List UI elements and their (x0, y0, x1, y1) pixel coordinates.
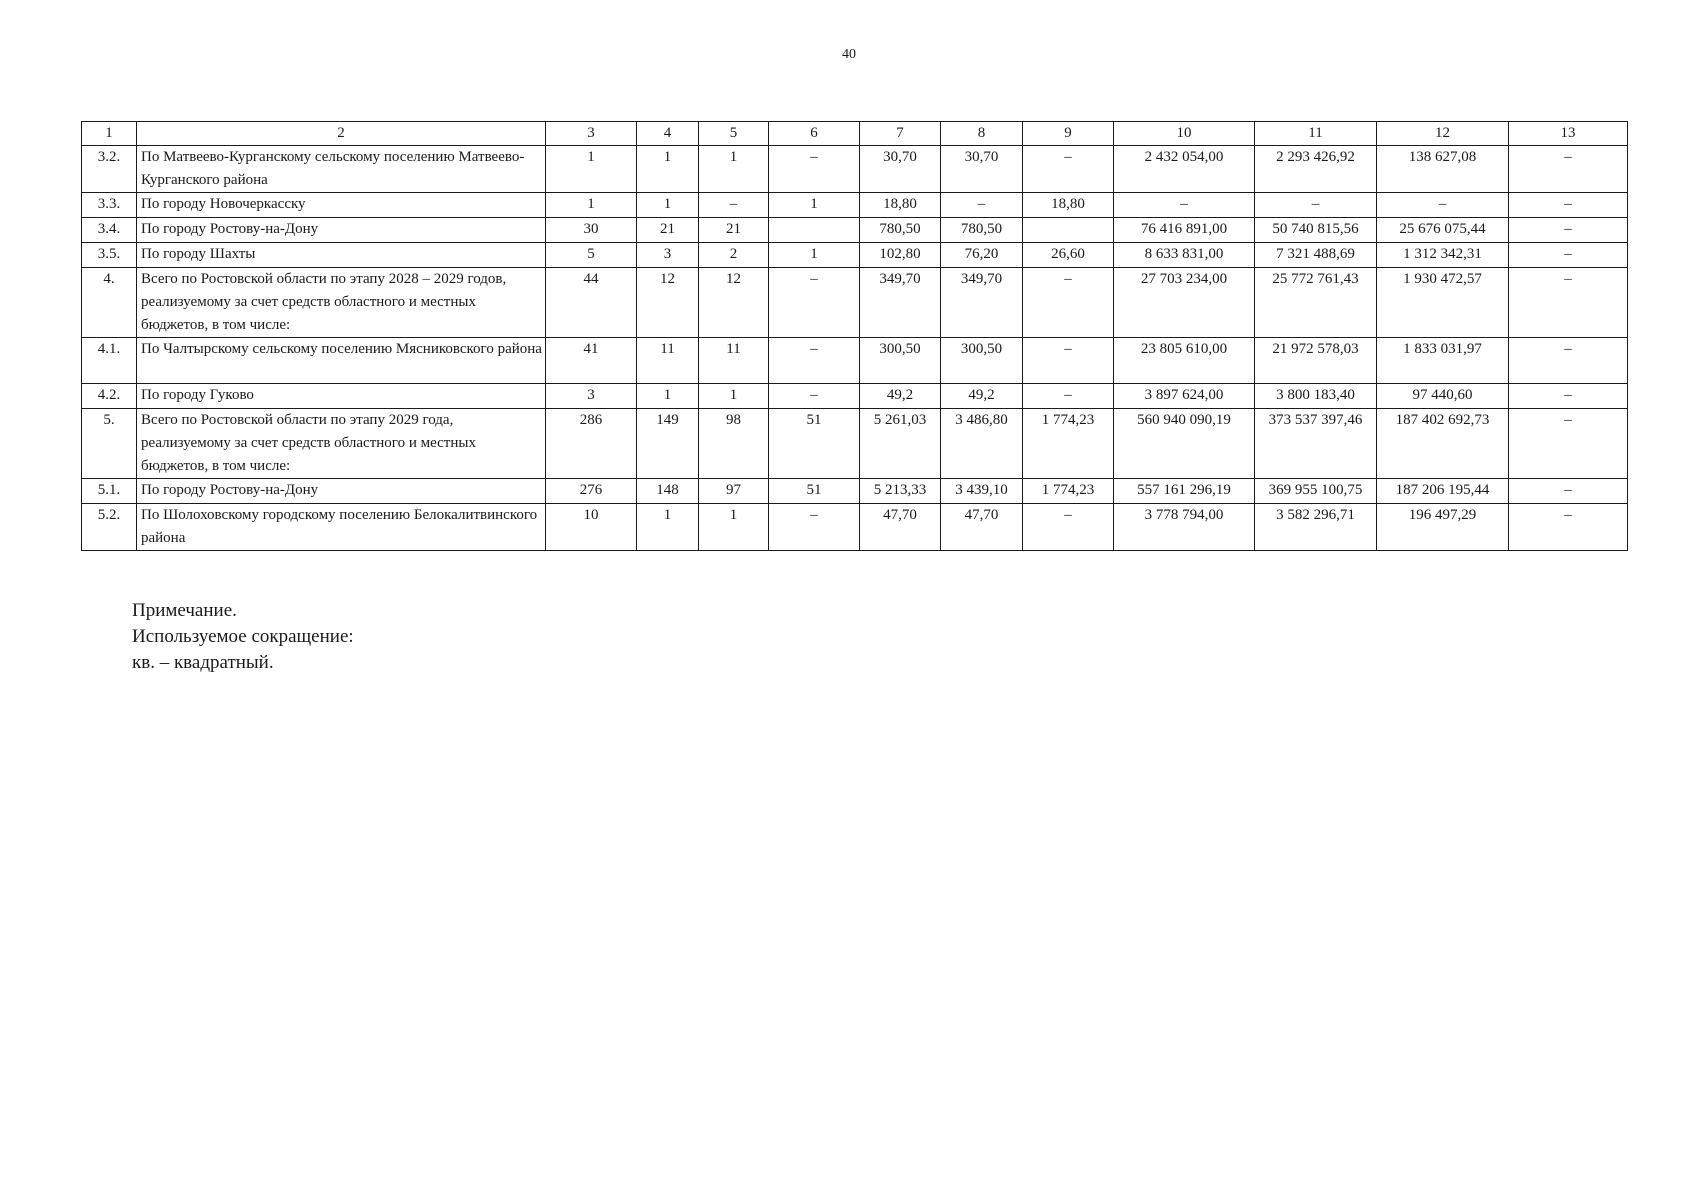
value-cell: 3 778 794,00 (1114, 504, 1255, 551)
value-cell: 1 (637, 146, 699, 193)
row-number-cell: 4.2. (82, 384, 137, 409)
row-name-cell: По городу Шахты (137, 243, 546, 268)
row-name-cell: По Матвеево-Курганскому сельскому поселению Матвеево-Курганского района (137, 146, 546, 193)
value-cell: – (769, 268, 860, 338)
value-cell: 1 (546, 146, 637, 193)
value-cell: 369 955 100,75 (1255, 479, 1377, 504)
header-cell: 3 (546, 122, 637, 146)
value-cell: 3 582 296,71 (1255, 504, 1377, 551)
note-line-definition: кв. – квадратный. (132, 652, 274, 673)
note-line-abbreviation: Используемое сокращение: (132, 626, 354, 647)
value-cell: – (769, 146, 860, 193)
value-cell: 97 (699, 479, 769, 504)
value-cell: 557 161 296,19 (1114, 479, 1255, 504)
value-cell: 21 972 578,03 (1255, 338, 1377, 384)
value-cell: – (1114, 193, 1255, 218)
value-cell: – (699, 193, 769, 218)
value-cell: 187 402 692,73 (1377, 409, 1509, 479)
value-cell: 2 432 054,00 (1114, 146, 1255, 193)
value-cell: 11 (637, 338, 699, 384)
value-cell: 1 774,23 (1023, 409, 1114, 479)
value-cell: 1 (546, 193, 637, 218)
value-cell: – (1509, 243, 1628, 268)
value-cell: 1 774,23 (1023, 479, 1114, 504)
header-cell: 5 (699, 122, 769, 146)
value-cell: 12 (699, 268, 769, 338)
row-name-cell: По Шолоховскому городскому поселению Белокалитвинского района (137, 504, 546, 551)
header-cell: 9 (1023, 122, 1114, 146)
value-cell: 349,70 (941, 268, 1023, 338)
row-number-cell: 3.5. (82, 243, 137, 268)
value-cell: – (1509, 504, 1628, 551)
value-cell: – (1023, 384, 1114, 409)
row-name-cell: По городу Ростову-на-Дону (137, 218, 546, 243)
table-row (82, 146, 1628, 193)
row-name-cell: По городу Ростову-на-Дону (137, 479, 546, 504)
value-cell: 18,80 (1023, 193, 1114, 218)
value-cell: 1 312 342,31 (1377, 243, 1509, 268)
header-cell: 6 (769, 122, 860, 146)
value-cell: 5 (546, 243, 637, 268)
value-cell: 44 (546, 268, 637, 338)
row-name-cell: По городу Гуково (137, 384, 546, 409)
value-cell: 50 740 815,56 (1255, 218, 1377, 243)
header-cell: 1 (82, 122, 137, 146)
value-cell: 97 440,60 (1377, 384, 1509, 409)
value-cell: 196 497,29 (1377, 504, 1509, 551)
row-number-cell: 5. (82, 409, 137, 479)
value-cell: 138 627,08 (1377, 146, 1509, 193)
value-cell (1023, 218, 1114, 243)
value-cell: 10 (546, 504, 637, 551)
value-cell: 2 293 426,92 (1255, 146, 1377, 193)
value-cell: – (769, 504, 860, 551)
value-cell: 1 930 472,57 (1377, 268, 1509, 338)
value-cell: 7 321 488,69 (1255, 243, 1377, 268)
value-cell: 76,20 (941, 243, 1023, 268)
value-cell: 1 (699, 504, 769, 551)
value-cell: 21 (637, 218, 699, 243)
value-cell: – (1509, 338, 1628, 384)
table-body (82, 122, 1628, 551)
value-cell: 3 486,80 (941, 409, 1023, 479)
value-cell: 1 833 031,97 (1377, 338, 1509, 384)
value-cell: 27 703 234,00 (1114, 268, 1255, 338)
table-row (82, 384, 1628, 409)
value-cell: – (1509, 268, 1628, 338)
value-cell: – (1509, 218, 1628, 243)
value-cell: – (1509, 384, 1628, 409)
value-cell: – (1509, 193, 1628, 218)
value-cell: 47,70 (941, 504, 1023, 551)
value-cell: 5 261,03 (860, 409, 941, 479)
header-cell: 11 (1255, 122, 1377, 146)
row-number-cell: 4.1. (82, 338, 137, 384)
value-cell: 148 (637, 479, 699, 504)
value-cell: 373 537 397,46 (1255, 409, 1377, 479)
table-row (82, 218, 1628, 243)
value-cell: 3 (637, 243, 699, 268)
value-cell: 1 (699, 146, 769, 193)
value-cell: – (1255, 193, 1377, 218)
value-cell: 2 (699, 243, 769, 268)
value-cell: – (1509, 479, 1628, 504)
table-row (82, 338, 1628, 384)
value-cell: 560 940 090,19 (1114, 409, 1255, 479)
value-cell: 276 (546, 479, 637, 504)
value-cell: 23 805 610,00 (1114, 338, 1255, 384)
value-cell: 11 (699, 338, 769, 384)
header-cell: 4 (637, 122, 699, 146)
value-cell: 12 (637, 268, 699, 338)
value-cell: 25 676 075,44 (1377, 218, 1509, 243)
row-number-cell: 5.2. (82, 504, 137, 551)
value-cell: 3 (546, 384, 637, 409)
value-cell: 1 (637, 504, 699, 551)
value-cell: 1 (699, 384, 769, 409)
value-cell: 30 (546, 218, 637, 243)
header-cell: 13 (1509, 122, 1628, 146)
data-table (81, 121, 1628, 551)
value-cell: – (1023, 338, 1114, 384)
value-cell: 51 (769, 409, 860, 479)
value-cell: 5 213,33 (860, 479, 941, 504)
value-cell: 780,50 (860, 218, 941, 243)
value-cell: – (1509, 409, 1628, 479)
value-cell: 187 206 195,44 (1377, 479, 1509, 504)
table-row (82, 504, 1628, 551)
row-name-cell: Всего по Ростовской области по этапу 2029 года, реализуемому за счет средств областного и местных бюджетов, в том числе: (137, 409, 546, 479)
value-cell: 349,70 (860, 268, 941, 338)
note-title: Примечание. (132, 600, 237, 621)
value-cell: 300,50 (941, 338, 1023, 384)
header-cell: 7 (860, 122, 941, 146)
header-cell: 2 (137, 122, 546, 146)
value-cell: 51 (769, 479, 860, 504)
value-cell: 18,80 (860, 193, 941, 218)
value-cell: – (1023, 268, 1114, 338)
row-number-cell: 4. (82, 268, 137, 338)
value-cell: 26,60 (1023, 243, 1114, 268)
value-cell: 102,80 (860, 243, 941, 268)
value-cell: 47,70 (860, 504, 941, 551)
value-cell: 49,2 (941, 384, 1023, 409)
table-row (82, 268, 1628, 338)
table-row (82, 479, 1628, 504)
value-cell: – (941, 193, 1023, 218)
value-cell: 300,50 (860, 338, 941, 384)
value-cell: 149 (637, 409, 699, 479)
value-cell: 8 633 831,00 (1114, 243, 1255, 268)
value-cell: – (1509, 146, 1628, 193)
value-cell: 1 (637, 384, 699, 409)
row-name-cell: Всего по Ростовской области по этапу 2028 – 2029 годов, реализуемому за счет средств областного и местных бюджетов, в том числе: (137, 268, 546, 338)
value-cell: – (1377, 193, 1509, 218)
value-cell: – (1023, 504, 1114, 551)
value-cell: 3 439,10 (941, 479, 1023, 504)
value-cell: 21 (699, 218, 769, 243)
value-cell: 1 (769, 243, 860, 268)
value-cell: 3 800 183,40 (1255, 384, 1377, 409)
row-number-cell: 5.1. (82, 479, 137, 504)
row-number-cell: 3.3. (82, 193, 137, 218)
value-cell (769, 218, 860, 243)
note-block (132, 598, 354, 676)
value-cell: 30,70 (860, 146, 941, 193)
value-cell: 76 416 891,00 (1114, 218, 1255, 243)
table-row (82, 409, 1628, 479)
value-cell: 286 (546, 409, 637, 479)
row-name-cell: По Чалтырскому сельскому поселению Мясниковского района (137, 338, 546, 384)
header-cell: 10 (1114, 122, 1255, 146)
value-cell: 3 897 624,00 (1114, 384, 1255, 409)
value-cell: 98 (699, 409, 769, 479)
value-cell: – (769, 338, 860, 384)
header-cell: 12 (1377, 122, 1509, 146)
table-row (82, 243, 1628, 268)
value-cell: 30,70 (941, 146, 1023, 193)
table-header-row (82, 122, 1628, 146)
page-number: 40 (842, 47, 856, 62)
value-cell: 25 772 761,43 (1255, 268, 1377, 338)
value-cell: 1 (637, 193, 699, 218)
row-number-cell: 3.4. (82, 218, 137, 243)
table-row (82, 193, 1628, 218)
value-cell: 41 (546, 338, 637, 384)
value-cell: 1 (769, 193, 860, 218)
value-cell: – (769, 384, 860, 409)
header-cell: 8 (941, 122, 1023, 146)
value-cell: – (1023, 146, 1114, 193)
value-cell: 49,2 (860, 384, 941, 409)
row-number-cell: 3.2. (82, 146, 137, 193)
value-cell: 780,50 (941, 218, 1023, 243)
row-name-cell: По городу Новочеркасску (137, 193, 546, 218)
